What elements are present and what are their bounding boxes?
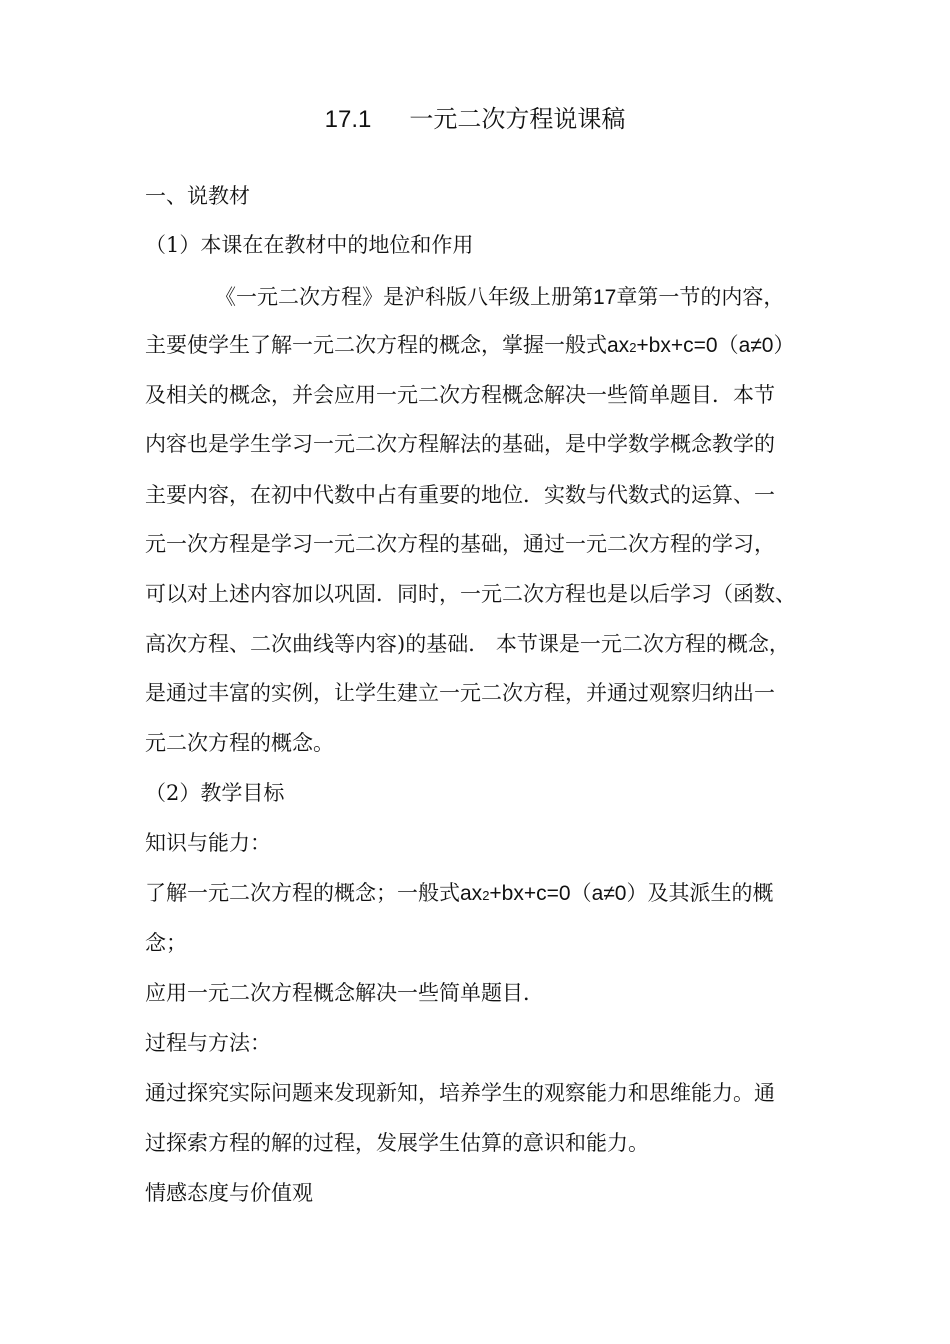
section-heading: 一、说教材	[145, 184, 250, 208]
paragraph-line: 元一次方程是学习一元二次方程的基础，通过一元二次方程的学习，	[145, 532, 775, 556]
goal-heading: 过程与方法：	[145, 1031, 271, 1055]
formula: ax2+bx+c=0（a≠0）	[460, 882, 648, 905]
paragraph-line: 可以对上述内容加以巩固．同时，一元二次方程也是以后学习（函数、	[145, 582, 796, 606]
goal-heading: 情感态度与价值观	[145, 1181, 313, 1205]
goal-heading: 知识与能力：	[145, 831, 271, 855]
goal-line: 了解一元二次方程的概念；一般式ax2+bx+c=0（a≠0）及其派生的概	[145, 881, 774, 905]
paragraph-line: 高次方程、二次曲线等内容)的基础． 本节课是一元二次方程的概念，	[145, 632, 790, 656]
goal-line: 过探索方程的解的过程，发展学生估算的意识和能力。	[145, 1131, 649, 1155]
paragraph-line: 主要内容，在初中代数中占有重要的地位．实数与代数式的运算、一	[145, 483, 775, 507]
title-number: 17.1	[324, 106, 372, 133]
paragraph-line: 主要使学生了解一元二次方程的概念，掌握一般式ax2+bx+c=0（a≠0）	[145, 333, 795, 357]
subsection-heading: （1）本课在在教材中的地位和作用	[145, 233, 474, 257]
paragraph-line: 及相关的概念，并会应用一元二次方程概念解决一些简单题目．本节	[145, 383, 775, 407]
goal-line: 念；	[145, 931, 187, 955]
paragraph-line: 内容也是学生学习一元二次方程解法的基础，是中学数学概念教学的	[145, 432, 775, 456]
formula: ax2+bx+c=0（a≠0）	[607, 334, 795, 357]
paragraph-line: 元二次方程的概念。	[145, 731, 334, 755]
title-text: 一元二次方程说课稿	[409, 105, 626, 133]
page-title	[0, 107, 950, 132]
goal-line: 应用一元二次方程概念解决一些简单题目．	[145, 981, 544, 1005]
subsection-heading: （2）教学目标	[145, 781, 285, 805]
paragraph-line: 《一元二次方程》是沪科版八年级上册第17章第一节的内容，	[215, 285, 785, 309]
goal-line: 通过探究实际问题来发现新知，培养学生的观察能力和思维能力。通	[145, 1081, 775, 1105]
paragraph-line: 是通过丰富的实例，让学生建立一元二次方程，并通过观察归纳出一	[145, 681, 775, 705]
